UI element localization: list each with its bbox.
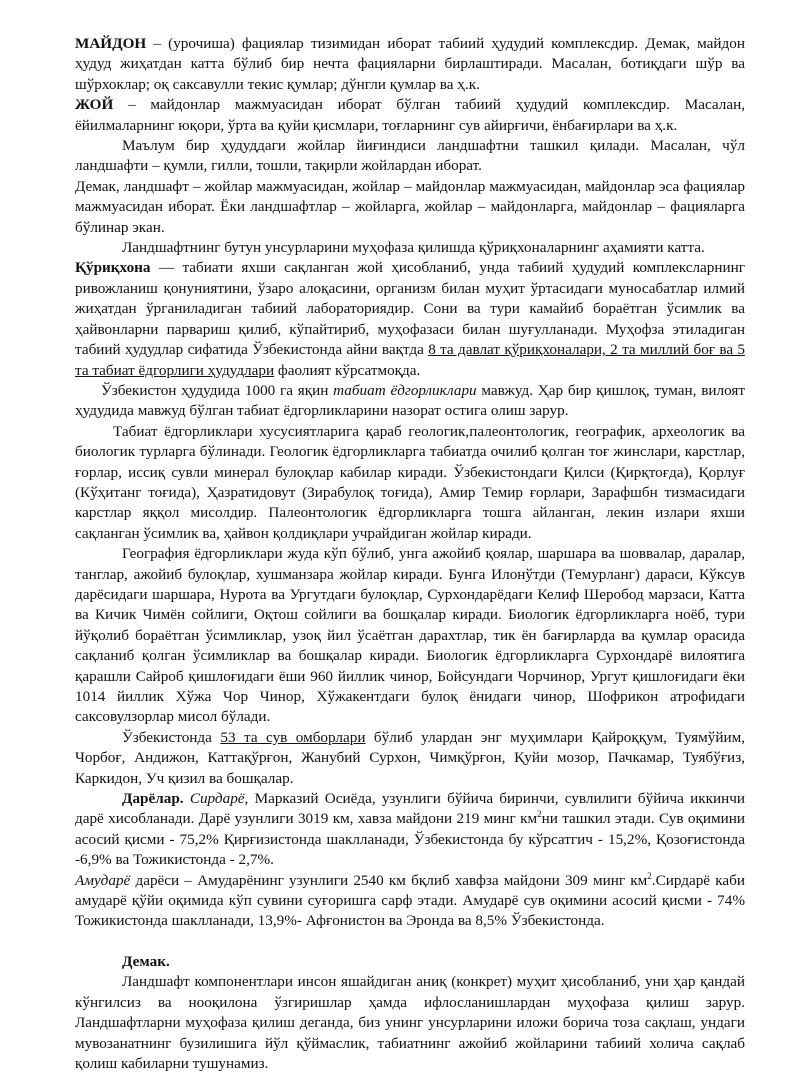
paragraph-text: ни ташкил этади. Сув оқимини асосий қисми - 75,2% Қирғизистонда шаклланади, Ўзбекистонда бу кўрсатгич - 15,2%, Қозоғистонда -6,9% ва Тожикистонда - 2,7%. (75, 810, 745, 869)
paragraph-text: — табиати яхши сақланган жой ҳисобланиб, унда табиий ҳудудий комплексларнинг ривожланиш қонуниятини, ўзаро алоқасини, организм билан муҳит ўртасидаги муносабатлар илмий жиҳатдан ўрганиладиган табиий лабораториядир. Сони ва тури камайиб бораётган ўсимлик ва ҳайвонларни парвариш қилиб, кўпайтириб, муҳофазаси билан шуғулланади. Муҳофза этиладиган табиий ҳудудлар сифатида Ўзбекистонда айни вақтда (75, 259, 745, 359)
paragraph-joy (75, 95, 745, 136)
paragraph-suv-omborlari (75, 728, 745, 789)
paragraph-geologik: Табиат ёдгорликлари хусусиятларига қараб геологик,палеонтологик, географик, археологик ва биологик турларга бўлинади. Геологик ёдгорликларга табиатда очилиб қолган тоғ жинслари, карстлар, ғорлар, иссиқ сувли минерал булоқлар кабилар киради. Ўзбекистондаги Қилси (Қирқтоғда), Қорлуғ (Кўҳитанг тоғида), Ҳазратидовут (Зирабулоқ тоғида), Амир Темир ғорлари, Зарафшбн тизмасидаги карстлар яққол мисолдир. Палеонтологик ёдгорликларга тошга айланган, лекин излари яхши сақланган ўсимлик ва, ҳайвон қолдиқлари учрайдиган жойлар киради. (75, 422, 745, 542)
italic-term: табиат ёдгорликлари (333, 381, 477, 399)
term-daryolar: Дарёлар. (122, 790, 184, 808)
paragraph-text: – майдонлар мажмуасидан иборат бўлган табиий ҳудудий комплексдир. Масалан, ёйилмаларнинг юқори, ўрта ва қуйи қисмлари, тоғларнинг сув айирғичи, ёнбағирлари ва ҳ.к. (75, 96, 745, 134)
paragraph-text: .Сирдарё каби амударё қўйи оқимида кўп сувини суғоришга сарф этади. Амударё сув оқимини асосий қисми - 74% Тожикистонда шаклланади, 13,9%- Афғонистон ва Эронда ва 8,5% Ўзбекистонда. (75, 871, 745, 930)
paragraph-conclusion: Ландшафт компонентлари инсон яшайдиган аниқ (конкрет) муҳит ҳисобланиб, уни ҳар қандай кўнгилсиз ва нооқилона ўзгиришлар ҳамда ифлосланишлардан муҳофаза қилиш зарур. Ландшафтларни муҳофаза қилиш деганда, биз унинг унсурларини иложи борича тоза сақлаш, ундаги мувозанатнинг бузилишига йўл қўймаслик, табиатнинг ажойиб жойларини табиий холича сақлаб қолиш кабиларни тушунамиз. (75, 973, 745, 1072)
paragraph-landshaft: Маълум бир ҳудуддаги жойлар йиғиндиси ландшафтни ташкил қилади. Масалан, чўл ландшафти – қумли, гилли, тошли, тақирли жойлардан иборат. (75, 137, 745, 175)
paragraph-text: , Марказий Осиёда, узунлиги бўйича биринчи, сувлилиги бўйича иккинчи дарё хисобланади. Дарё узунлиги 3019 км, хавза майдони 219 минг км (75, 790, 745, 828)
paragraph-text: бўлиб улардан энг муҳимлари Қайроққум, Туямўйим, Чорбоғ, Андижон, Каттақўрғон, Жанубий Сурхон, Чимқўрғон, Қуйи мозор, Пачкамар, Туябўғиз, Каркидон, Уч қизил ва бошқалар. (75, 728, 745, 787)
underlined-reserves: 8 та давлат қўриқхоналари, 2 та миллий боғ ва 5 та табиат ёдгорлиги ҳудудлари (75, 341, 745, 379)
paragraph-sirdaryo (75, 789, 745, 871)
paragraph-text: Ўзбекистон ҳудудида 1000 га яқин (101, 381, 334, 399)
term-joy: ЖОЙ (75, 96, 114, 114)
italic-term: Сирдарё (183, 790, 245, 808)
paragraph-text: дарёси – Амударёнинг узунлиги 2540 км бқлиб хавфза майдони 309 минг км (130, 871, 648, 889)
paragraph-amudaryo (75, 871, 745, 932)
term-maydon: МАЙДОН (75, 35, 147, 52)
superscript: 2 (647, 870, 652, 881)
paragraph-muhofaza: Ландшафтнинг бутун унсурларини муҳофаза қилишда қўриқхоналарнинг аҳамияти катта. (122, 239, 705, 257)
paragraph-demak-1: Демак, ландшафт – жойлар мажмуасидан, жойлар – майдонлар мажмуасидан, майдонлар эса фациялар мажмуасидан иборат. Ёки ландшафтлар – жойларга, жойлар – майдонларга, майдонлар – фацияларга бўлинар экан. (75, 177, 745, 236)
superscript: 2 (537, 809, 542, 820)
paragraph-tabiat-yodgorlik (75, 381, 745, 422)
term-qoriqxona: Қўриқхона (75, 259, 151, 277)
paragraph-maydon (75, 34, 745, 95)
italic-term: Амударё (75, 871, 131, 889)
document-page (75, 34, 745, 1074)
underlined-reservoirs: 53 та сув омборлари (220, 728, 366, 746)
paragraph-geografik: География ёдгорликлари жуда кўп бўлиб, унга ажойиб қоялар, шаршара ва шоввалар, даралар, танглар, ажойиб булоқлар, хушманзара жойлар киради. Бунга Илонўтди (Темурланг) дараси, Кўксув дарёсидаги шаршара, Нурота ва Ургутдаги булоқлар, Сурхондарёдаги Келиф Шеробод марзаси, Катта ва Кичик Чимён сойлиги, Оқтош сойлиги ва бошқалар киради. Биологик ёдгорликларга ноёб, тури йўқолиб бораётган ўсимликлар, узоқ йил ўсаётган дарахтлар, тик ён бағирларда ва қумлар орасида сақланиб қолган ўсимликлар ва бошқалар киради. Биологик ёдгорликларга Сурхондарё вилоятига қарашли Сайроб қишлоғидаги ёши 960 йиллик чинор, Бойсундаги Чорчинор, Ургут қишлоғидаги ёки 1014 йиллик Хўжа Чор Чинор, Хўжакентдаги булоқ ёнидаги чинор, Шофрикон атрофидаги саксовулзорлар мисол бўлади. (75, 545, 745, 726)
spacer (75, 932, 745, 952)
paragraph-text: мавжуд. Ҳар бир қишлоқ, туман, вилоят ҳудудида мавжуд бўлган табиат ёдгорликларини назорат остига олиш зарур. (75, 381, 745, 420)
heading-demak: Демак. (122, 952, 170, 970)
paragraph-text: – (урочиша) фациялар тизимидан иборат табиий ҳудудий комплексдир. Демак, майдон ҳудуд жиҳатдан катта бўлиб бир нечта фацияларни бирлаштиради. Масалан, ботиқдаги шўр ва шўрхоклар; оқ саксавулли текис қумлар; дўнгли қумлар ва ҳ.к. (75, 35, 745, 93)
paragraph-text: фаолият кўрсатмоқда. (274, 361, 421, 379)
paragraph-qoriqxona (75, 258, 745, 380)
paragraph-text: Ўзбекистонда (122, 728, 221, 746)
